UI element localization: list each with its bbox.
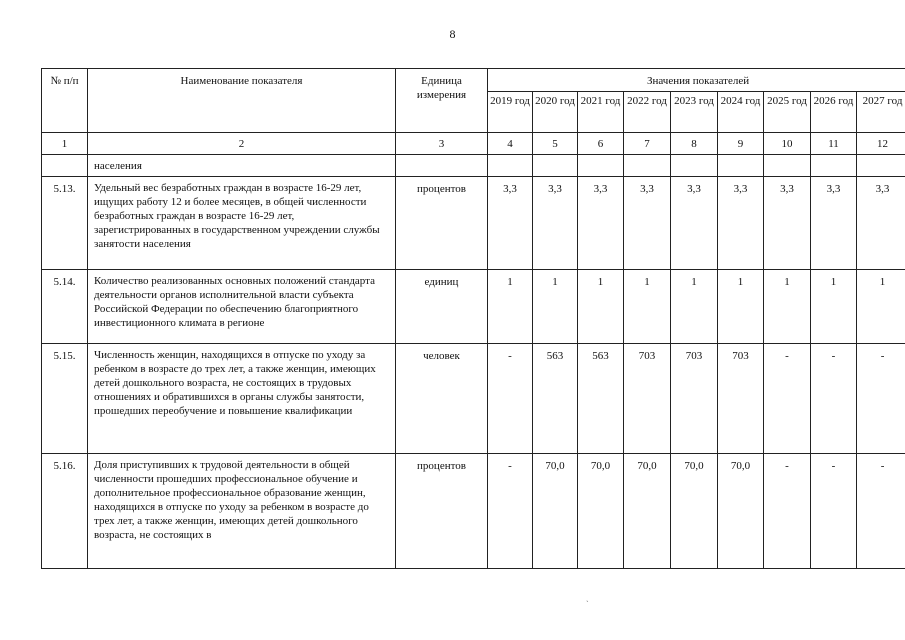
row-number: 5.13. (42, 177, 88, 270)
value-cell: - (488, 344, 533, 454)
value-cell: 3,3 (578, 177, 624, 270)
value-cell: 1 (764, 270, 811, 344)
column-index-cell: 6 (578, 133, 624, 155)
value-cell: 1 (488, 270, 533, 344)
value-cell: 703 (624, 344, 671, 454)
footer-mark: ˎ (586, 593, 589, 602)
column-index-cell: 2 (88, 133, 396, 155)
table-row (42, 344, 905, 454)
row-number: 5.15. (42, 344, 88, 454)
year-header: 2021 год (578, 92, 624, 133)
value-cell: - (857, 344, 905, 454)
column-index-cell: 5 (533, 133, 578, 155)
year-header: 2022 год (624, 92, 671, 133)
value-cell: 1 (578, 270, 624, 344)
table-row (42, 155, 905, 177)
value-cell: 3,3 (718, 177, 764, 270)
value-cell (718, 155, 764, 177)
value-cell: - (488, 454, 533, 569)
column-index-cell: 1 (42, 133, 88, 155)
value-cell: 3,3 (624, 177, 671, 270)
value-cell: 1 (718, 270, 764, 344)
year-header: 2025 год (764, 92, 811, 133)
value-cell (578, 155, 624, 177)
column-index-cell: 9 (718, 133, 764, 155)
value-cell: 3,3 (533, 177, 578, 270)
year-header: 2027 год (857, 92, 905, 133)
table-row (42, 177, 905, 270)
column-index-cell: 3 (396, 133, 488, 155)
value-cell (533, 155, 578, 177)
column-index-cell: 11 (811, 133, 857, 155)
value-cell: 3,3 (671, 177, 718, 270)
indicator-name: Доля приступивших к трудовой деятельности в общей численности прошедших профессиональное обучение и дополнительное профессиональное образование женщин, находящихся в отпуске по уходу за ребенком в возрасте до трех лет, а также женщин, имеющих детей дошкольного возраста, не состоящих в (88, 454, 396, 569)
value-cell: 1 (671, 270, 718, 344)
table-row (42, 454, 905, 569)
value-cell: - (857, 454, 905, 569)
indicator-name: Количество реализованных основных положений стандарта деятельности органов исполнительной власти субъекта Российской Федерации по обеспечению благоприятного инвестиционного климата в регионе (88, 270, 396, 344)
page-number: 8 (449, 27, 456, 41)
year-header: 2024 год (718, 92, 764, 133)
indicator-name: Численность женщин, находящихся в отпуске по уходу за ребенком в возрасте до трех лет, а также женщин, имеющих детей дошкольного возраста, не состоящих в трудовых отношениях и обратившихся в органы службы занятости, прошедших переобучение и повышение квалификации (88, 344, 396, 454)
value-cell: 1 (624, 270, 671, 344)
value-cell (488, 155, 533, 177)
value-cell: 1 (811, 270, 857, 344)
value-cell (811, 155, 857, 177)
column-index-cell: 7 (624, 133, 671, 155)
value-cell: 70,0 (578, 454, 624, 569)
value-cell: - (811, 344, 857, 454)
value-cell: - (764, 454, 811, 569)
value-cell (671, 155, 718, 177)
value-cell: - (764, 344, 811, 454)
value-cell: 3,3 (811, 177, 857, 270)
column-index-cell: 10 (764, 133, 811, 155)
header-num: № п/п (42, 69, 88, 133)
year-header: 2023 год (671, 92, 718, 133)
unit-cell: процентов (396, 177, 488, 270)
indicator-name: Удельный вес безработных граждан в возрасте 16-29 лет, ищущих работу 12 и более месяцев, в общей численности безработных граждан в возрасте 16-29 лет, зарегистрированных в государственном учреждении службы занятости населения (88, 177, 396, 270)
row-number (42, 155, 88, 177)
column-index-cell: 4 (488, 133, 533, 155)
value-cell (764, 155, 811, 177)
row-number: 5.14. (42, 270, 88, 344)
value-cell: 1 (533, 270, 578, 344)
value-cell: 563 (578, 344, 624, 454)
value-cell: 703 (671, 344, 718, 454)
value-cell: - (811, 454, 857, 569)
value-cell: 70,0 (533, 454, 578, 569)
value-cell: 70,0 (624, 454, 671, 569)
value-cell: 563 (533, 344, 578, 454)
unit-cell: единиц (396, 270, 488, 344)
value-cell: 70,0 (718, 454, 764, 569)
unit-cell: человек (396, 344, 488, 454)
value-cell (624, 155, 671, 177)
row-number: 5.16. (42, 454, 88, 569)
value-cell: 1 (857, 270, 905, 344)
value-cell: 70,0 (671, 454, 718, 569)
value-cell: 3,3 (857, 177, 905, 270)
unit-cell (396, 155, 488, 177)
indicator-name: населения (88, 155, 396, 177)
table-row (42, 270, 905, 344)
value-cell: 3,3 (488, 177, 533, 270)
indicators-table (41, 68, 905, 569)
header-unit: Единица измерения (396, 69, 488, 133)
unit-cell: процентов (396, 454, 488, 569)
value-cell: 3,3 (764, 177, 811, 270)
column-index-cell: 8 (671, 133, 718, 155)
value-cell: 703 (718, 344, 764, 454)
year-header: 2026 год (811, 92, 857, 133)
header-name: Наименование показателя (88, 69, 396, 133)
year-header: 2019 год (488, 92, 533, 133)
header-values: Значения показателей (488, 69, 905, 92)
year-header: 2020 год (533, 92, 578, 133)
column-index-cell: 12 (857, 133, 905, 155)
value-cell (857, 155, 905, 177)
